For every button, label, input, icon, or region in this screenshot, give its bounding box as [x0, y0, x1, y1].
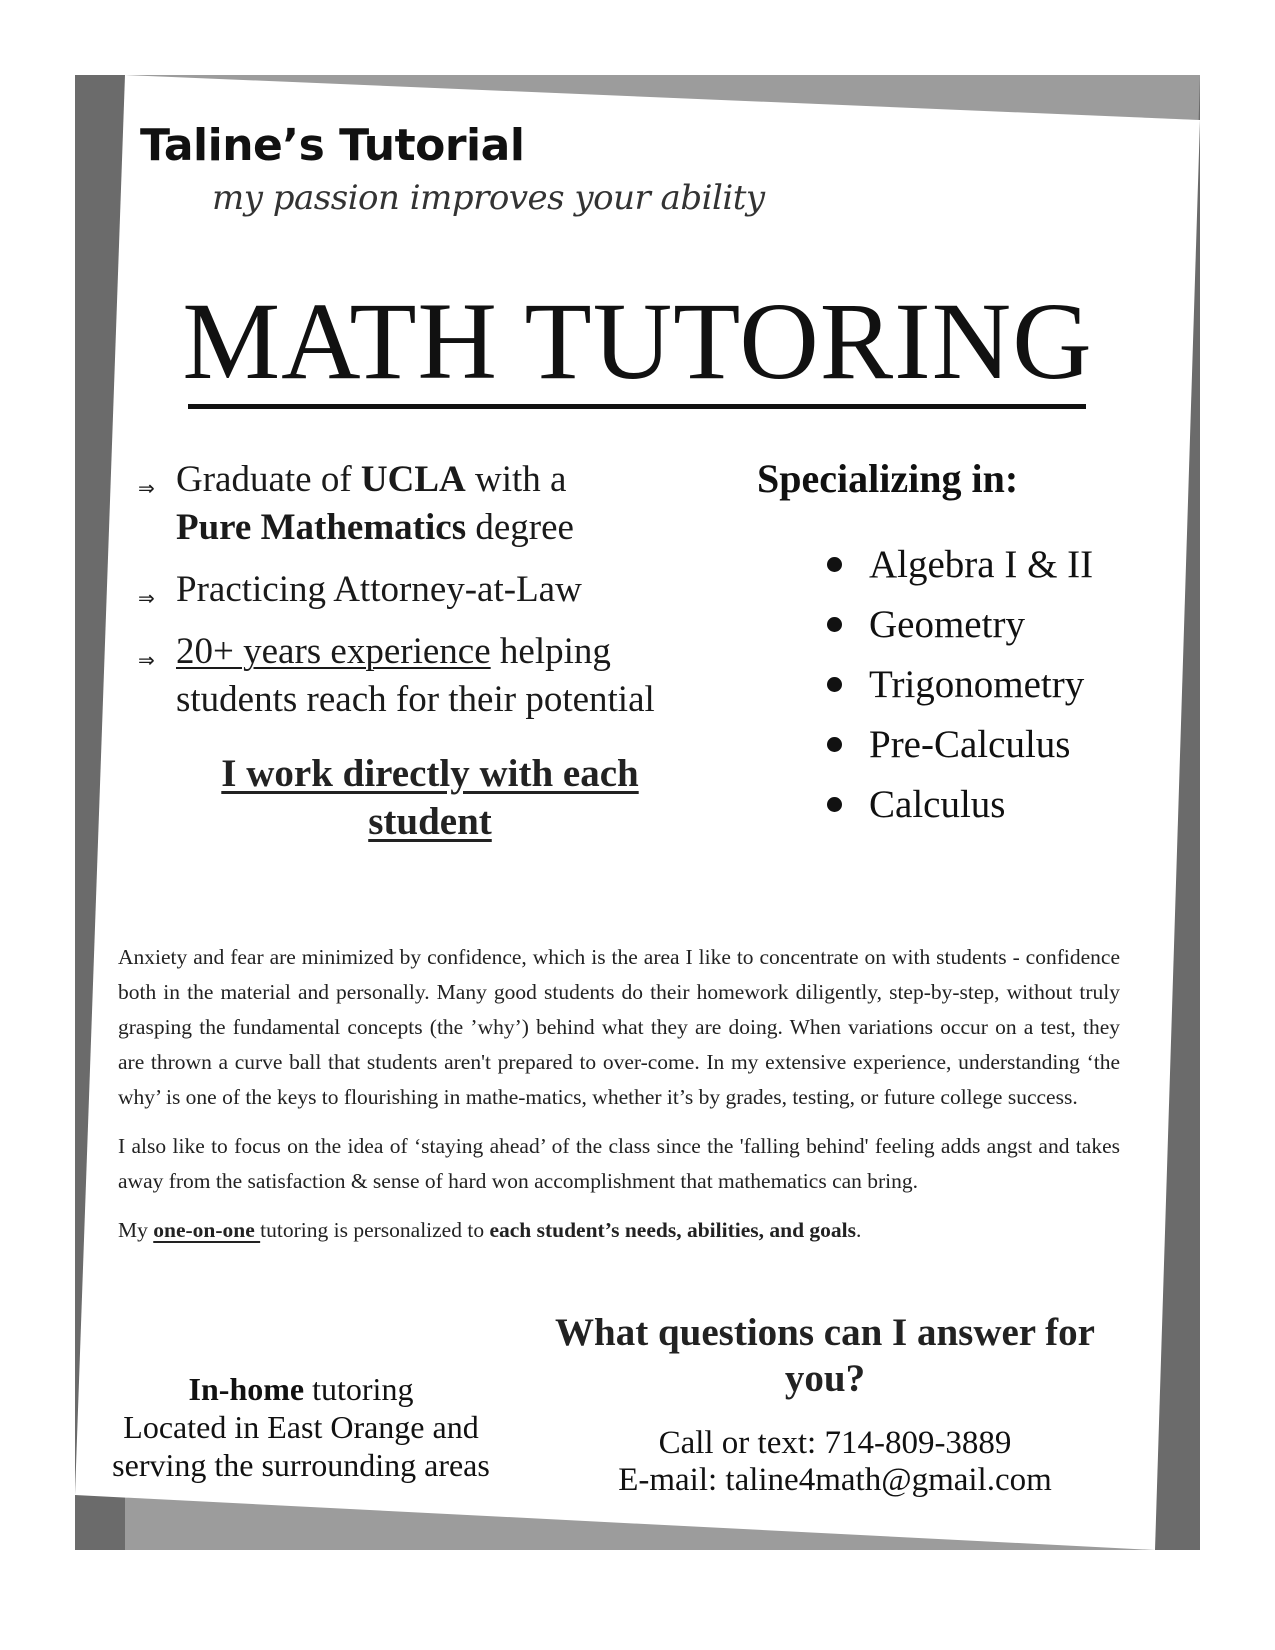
brand-tagline: my passion improves your ability [212, 178, 765, 218]
arrow-icon: ⇒ [138, 648, 155, 672]
paragraph-one-on-one: My one-on-one tutoring is personalized to each student’s needs, abilities, and goals. [118, 1218, 862, 1242]
page-title: MATH TUTORING [182, 280, 1093, 402]
body-text [118, 940, 1120, 1262]
topic-item: Pre-Calculus [827, 715, 1093, 775]
topic-item: Geometry [827, 595, 1093, 655]
brand-name: Taline’s Tutorial [140, 120, 525, 171]
title-underline [188, 404, 1086, 409]
service-area: In-home tutoring Located in East Orange and serving the surrounding areas [112, 1371, 490, 1483]
credentials-list [138, 456, 738, 738]
credential-item: ⇒ Graduate of UCLA with a Pure Mathematics degree [138, 459, 574, 548]
arrow-icon: ⇒ [138, 586, 155, 610]
credential-item: ⇒ Practicing Attorney-at-Law [138, 566, 738, 614]
contact-info [600, 1425, 1070, 1499]
topics-list [827, 535, 1093, 835]
specializing-heading: Specializing in: [757, 456, 1019, 501]
topic-item: Trigonometry [827, 655, 1093, 715]
credential-item: ⇒ 20+ years experience helping students reach for their potential [138, 631, 655, 720]
arrow-icon: ⇒ [138, 476, 155, 500]
cta-heading: What questions can I answer for you? [555, 1311, 1095, 1400]
topic-item: Algebra I & II [827, 535, 1093, 595]
topic-item: Calculus [827, 775, 1093, 835]
paragraph-staying-ahead: I also like to focus on the idea of ‘staying ahead’ of the class since the 'falling behind' feeling adds angst and takes away from the satisfaction & sense of hard won accomplishment that mathematics can bring. [118, 1134, 1120, 1193]
paragraph-confidence: Anxiety and fear are minimized by confidence, which is the area I like to concentrate on with students - confidence both in the material and personally. Many good students do their homework diligently, step-by-step, without truly grasping the fundamental concepts (the ’why’) behind what they are doing. When variations occur on a test, they are thrown a curve ball that students aren't prepared to over-come. In my extensive experience, understanding ‘the why’ is one of the keys to flourishing in mathe-matics, whether it’s by grades, testing, or future college success. [118, 945, 1120, 1109]
phone-line: Call or text: 714-809-3889 [658, 1425, 1012, 1461]
email-line: E-mail: taline4math@gmail.com [618, 1462, 1052, 1498]
direct-work-statement: I work directly with each student [221, 752, 639, 843]
